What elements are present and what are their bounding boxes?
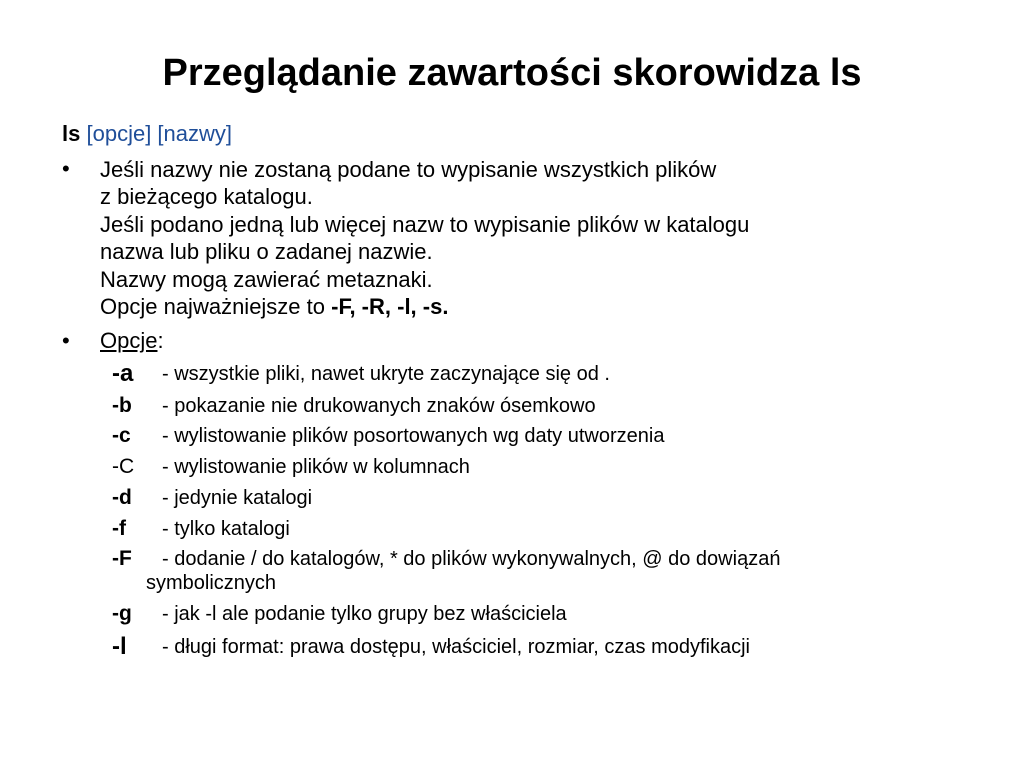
description-line-options [100,293,749,320]
option-description: - dodanie / do katalogów, * do plików wykonywalnych, @ do dowiązań [162,548,781,570]
option-description: - wylistowanie plików posortowanych wg daty utworzenia [162,425,665,447]
description-line: Jeśli nazwy nie zostaną podane to wypisanie wszystkich plików [100,157,717,182]
description-line: nazwa lub pliku o zadanej nazwie. [100,239,433,265]
bullet-dot-icon: • [62,156,70,181]
option-description: - pokazanie nie drukowanych znaków ósemkowo [162,395,596,417]
option-flag: -l [112,633,127,660]
bullet-dot-icon: • [62,328,70,353]
options-key-flags: -F, -R, -l, -s. [331,293,449,319]
bullet-description-body [100,156,749,320]
option-flag: -C [112,455,135,478]
option-flag: -d [112,486,132,509]
bullet-options-body [100,327,164,355]
option-flag: -a [112,360,134,387]
option-flag: -b [112,394,132,417]
option-flag: -g [112,602,132,625]
description-line: Jeśli podano jedną lub więcej nazw to wypisanie plików w katalogu [100,211,750,237]
description-line: z bieżącego katalogu. [100,184,313,210]
option-description: - wszystkie pliki, nawet ukryte zaczynające się od . [162,363,610,385]
option-description-continuation: symbolicznych [146,572,277,594]
option-flag: -f [112,517,126,540]
description-line: Nazwy mogą zawierać metaznaki. [100,266,433,292]
option-description: - tylko katalogi [162,518,290,540]
option-description: - wylistowanie plików w kolumnach [162,456,470,478]
options-heading: Opcje [100,328,158,353]
syntax-arguments: [opcje] [nazwy] [86,121,232,146]
options-intro: Opcje najważniejsze to [100,293,332,319]
syntax-command: ls [62,121,81,146]
options-heading-colon: : [157,328,164,353]
option-description: - jak -l ale podanie tylko grupy bez właściciela [162,603,567,625]
option-description: - jedynie katalogi [162,487,313,509]
slide-title: Przeglądanie zawartości skorowidza ls [162,52,862,94]
command-syntax [62,120,232,148]
option-flag: -F [112,547,132,570]
option-flag: -c [112,424,131,447]
option-description: - długi format: prawa dostępu, właściciel, rozmiar, czas modyfikacji [162,636,750,658]
